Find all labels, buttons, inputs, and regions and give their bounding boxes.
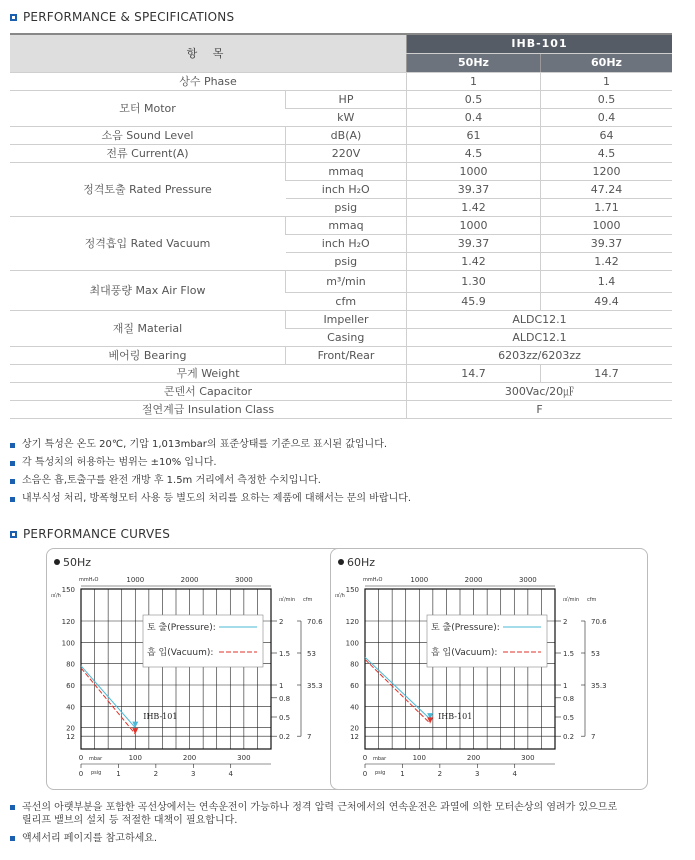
mbar-tick-label: 0 (362, 754, 368, 762)
mbar-tick-label: 300 (237, 754, 251, 762)
mbar-tick-label: 0 (78, 754, 84, 762)
r1-tick-label: 0.5 (279, 714, 291, 722)
table-row: 정격흡입 Rated Vacuum mmaq 1000 1000 (10, 217, 672, 235)
table-row: psig 1.42 1.42 (10, 253, 672, 271)
mbar-tick-label: 200 (466, 754, 481, 762)
footnotes (10, 801, 617, 845)
r2-tick-label: 53 (307, 650, 316, 658)
r1-tick-label: 0.5 (563, 714, 575, 722)
section-bullet-icon (10, 531, 17, 538)
mbar-tick-label: 300 (521, 754, 535, 762)
top-tick-label: 2000 (180, 576, 199, 584)
bullet-icon (10, 443, 15, 448)
y-tick-label: 60 (66, 682, 75, 690)
mbar-tick-label: 100 (412, 754, 426, 762)
y-tick-label: 100 (61, 639, 75, 648)
r1-tick-label: 2 (563, 618, 568, 626)
y-tick-label: 12 (350, 733, 359, 742)
vacuum-arrow-icon (427, 717, 433, 723)
r1-tick-label: 1.5 (279, 650, 291, 658)
y-tick-label: 80 (350, 660, 359, 669)
model-label: IHB-101 (143, 712, 178, 722)
legend-vacuum-label: 흡 입(Vacuum): (147, 648, 214, 658)
spec-notes (10, 436, 411, 508)
spec-table (10, 33, 672, 419)
psig-tick-label: 3 (191, 770, 196, 778)
list-item: 소음은 흡,토출구를 완전 개방 후 1.5m 거리에서 측정한 수치입니다. (10, 472, 411, 490)
list-item: 곡선의 아랫부분을 포함한 곡선상에서는 연속운전이 가능하나 정격 압력 근처에서의 연속운전은 과열에 의한 모터손상의 염려가 있으므로 (10, 801, 617, 814)
y-tick-label: 20 (350, 724, 359, 733)
mbar-tick-label: 100 (128, 754, 142, 762)
psig-tick-label: 2 (437, 770, 443, 778)
r1-tick-label: 2 (279, 618, 284, 626)
r2-tick-label: 70.6 (307, 618, 323, 626)
chart-bullet-icon (338, 559, 344, 565)
r1-tick-label: 0.2 (279, 733, 291, 742)
bullet-icon (10, 805, 15, 810)
y-tick-label: 100 (345, 639, 359, 648)
header-50hz: 50Hz (407, 54, 541, 73)
chart-bullet-icon (54, 559, 60, 565)
bottom-unit-label-1: mbar (373, 756, 387, 762)
r1-tick-label: 0.2 (563, 733, 575, 742)
y-tick-label: 40 (350, 703, 359, 712)
top-tick-label: 1000 (410, 576, 429, 584)
table-row: inch H₂O 39.37 47.24 (10, 181, 672, 199)
psig-tick-label: 0 (362, 770, 368, 778)
bottom-unit-label-2: psig (91, 770, 102, 776)
psig-tick-label: 0 (78, 770, 84, 778)
header-item: 항 목 (10, 34, 407, 73)
top-unit-label: mmH₂O (363, 577, 383, 583)
y-tick-label: 60 (350, 682, 359, 690)
table-row: Casing ALDC12.1 (10, 329, 672, 347)
top-tick-label: 3000 (234, 576, 253, 584)
psig-tick-label: 4 (512, 770, 517, 778)
section-bullet-icon (10, 14, 17, 21)
right-unit-label-1: ㎥/min (563, 597, 580, 603)
bullet-icon (10, 497, 15, 502)
r1-tick-label: 0.8 (563, 694, 575, 703)
pressure-curve (365, 657, 430, 719)
legend-pressure-label: 토 출(Pressure): (147, 623, 216, 633)
y-tick-label: 80 (66, 660, 75, 669)
y-tick-label: 120 (345, 618, 359, 626)
table-row: kW 0.4 0.4 (10, 109, 672, 127)
table-row: 절연계급 Insulation Class F (10, 401, 672, 419)
legend-vacuum-label: 흡 입(Vacuum): (431, 648, 498, 658)
table-row: 상수 Phase 1 1 (10, 73, 672, 91)
psig-tick-label: 2 (153, 770, 159, 778)
legend-pressure-label: 토 출(Pressure): (431, 623, 500, 633)
top-unit-label: mmH₂O (79, 577, 99, 583)
r2-tick-label: 35.3 (307, 682, 323, 690)
chart-50hz (46, 548, 364, 790)
top-tick-label: 2000 (464, 576, 483, 584)
r2-tick-label: 7 (307, 733, 312, 742)
list-item: 각 특성치의 허용하는 범위는 ±10% 입니다. (10, 454, 411, 472)
chart-60hz-svg (331, 549, 647, 789)
r2-tick-label: 53 (591, 650, 600, 658)
header-60hz: 60Hz (541, 54, 673, 73)
mbar-tick-label: 200 (182, 754, 197, 762)
chart-title: 50Hz (63, 556, 92, 569)
table-row: 소음 Sound Level dB(A) 61 64 (10, 127, 672, 145)
r1-tick-label: 0.8 (279, 694, 291, 703)
table-row: 최대풍량 Max Air Flow m³/min 1.30 1.4 (10, 271, 672, 293)
bottom-unit-label-2: psig (375, 770, 386, 776)
bullet-icon (10, 836, 15, 841)
r1-tick-label: 1.5 (563, 650, 575, 658)
table-row: 무게 Weight 14.7 14.7 (10, 365, 672, 383)
top-tick-label: 3000 (518, 576, 537, 584)
table-row: inch H₂O 39.37 39.37 (10, 235, 672, 253)
table-row: 전류 Current(A) 220V 4.5 4.5 (10, 145, 672, 163)
list-item: 액세서리 페이지를 참고하세요. (10, 832, 617, 845)
bullet-icon (10, 461, 15, 466)
r1-tick-label: 1 (563, 682, 568, 690)
psig-tick-label: 4 (228, 770, 233, 778)
left-unit-label: ㎥/h (335, 593, 345, 599)
right-unit-label-2: cfm (303, 597, 313, 603)
table-row: 정격토출 Rated Pressure mmaq 1000 1200 (10, 163, 672, 181)
list-item: 상기 특성은 온도 20℃, 기압 1,013mbar의 표준상태를 기준으로 표시된 값입니다. (10, 436, 411, 454)
table-row: cfm 45.9 49.4 (10, 293, 672, 311)
right-unit-label-1: ㎥/min (279, 597, 296, 603)
y-tick-label: 120 (61, 618, 75, 626)
table-row: 재질 Material Impeller ALDC12.1 (10, 311, 672, 329)
r1-tick-label: 1 (279, 682, 284, 690)
y-tick-label: 40 (66, 703, 75, 712)
header-model: IHB-101 (407, 34, 673, 54)
psig-tick-label: 1 (400, 770, 405, 778)
y-tick-label: 12 (66, 733, 75, 742)
top-tick-label: 1000 (126, 576, 145, 584)
psig-tick-label: 3 (475, 770, 480, 778)
table-row: 모터 Motor HP 0.5 0.5 (10, 91, 672, 109)
chart-title: 60Hz (347, 556, 376, 569)
table-row: psig 1.42 1.71 (10, 199, 672, 217)
left-unit-label: ㎥/h (51, 593, 61, 599)
r2-tick-label: 7 (591, 733, 596, 742)
r2-tick-label: 35.3 (591, 682, 607, 690)
y-tick-label: 150 (61, 586, 75, 594)
psig-tick-label: 1 (116, 770, 121, 778)
vacuum-curve (365, 659, 430, 723)
right-unit-label-2: cfm (587, 597, 597, 603)
chart-60hz (330, 548, 648, 790)
list-item-continued: 릴리프 밸브의 설치 등 적절한 대책이 필요합니다. (22, 815, 238, 826)
table-row: 콘덴서 Capacitor 300Vac/20㎌ (10, 383, 672, 401)
bottom-unit-label-1: mbar (89, 756, 103, 762)
list-item: 내부식성 처리, 방폭형모터 사용 등 별도의 처리를 요하는 제품에 대해서는 문의 바랍니다. (10, 490, 411, 508)
r2-tick-label: 70.6 (591, 618, 607, 626)
bullet-icon (10, 479, 15, 484)
y-tick-label: 20 (66, 724, 75, 733)
model-label: IHB-101 (438, 712, 473, 722)
y-tick-label: 150 (345, 586, 359, 594)
table-row: 베어링 Bearing Front/Rear 6203zz/6203zz (10, 347, 672, 365)
curves-section-title: PERFORMANCE CURVES (10, 527, 170, 541)
chart-50hz-svg (47, 549, 363, 789)
specs-section-title: PERFORMANCE & SPECIFICATIONS (10, 10, 234, 24)
